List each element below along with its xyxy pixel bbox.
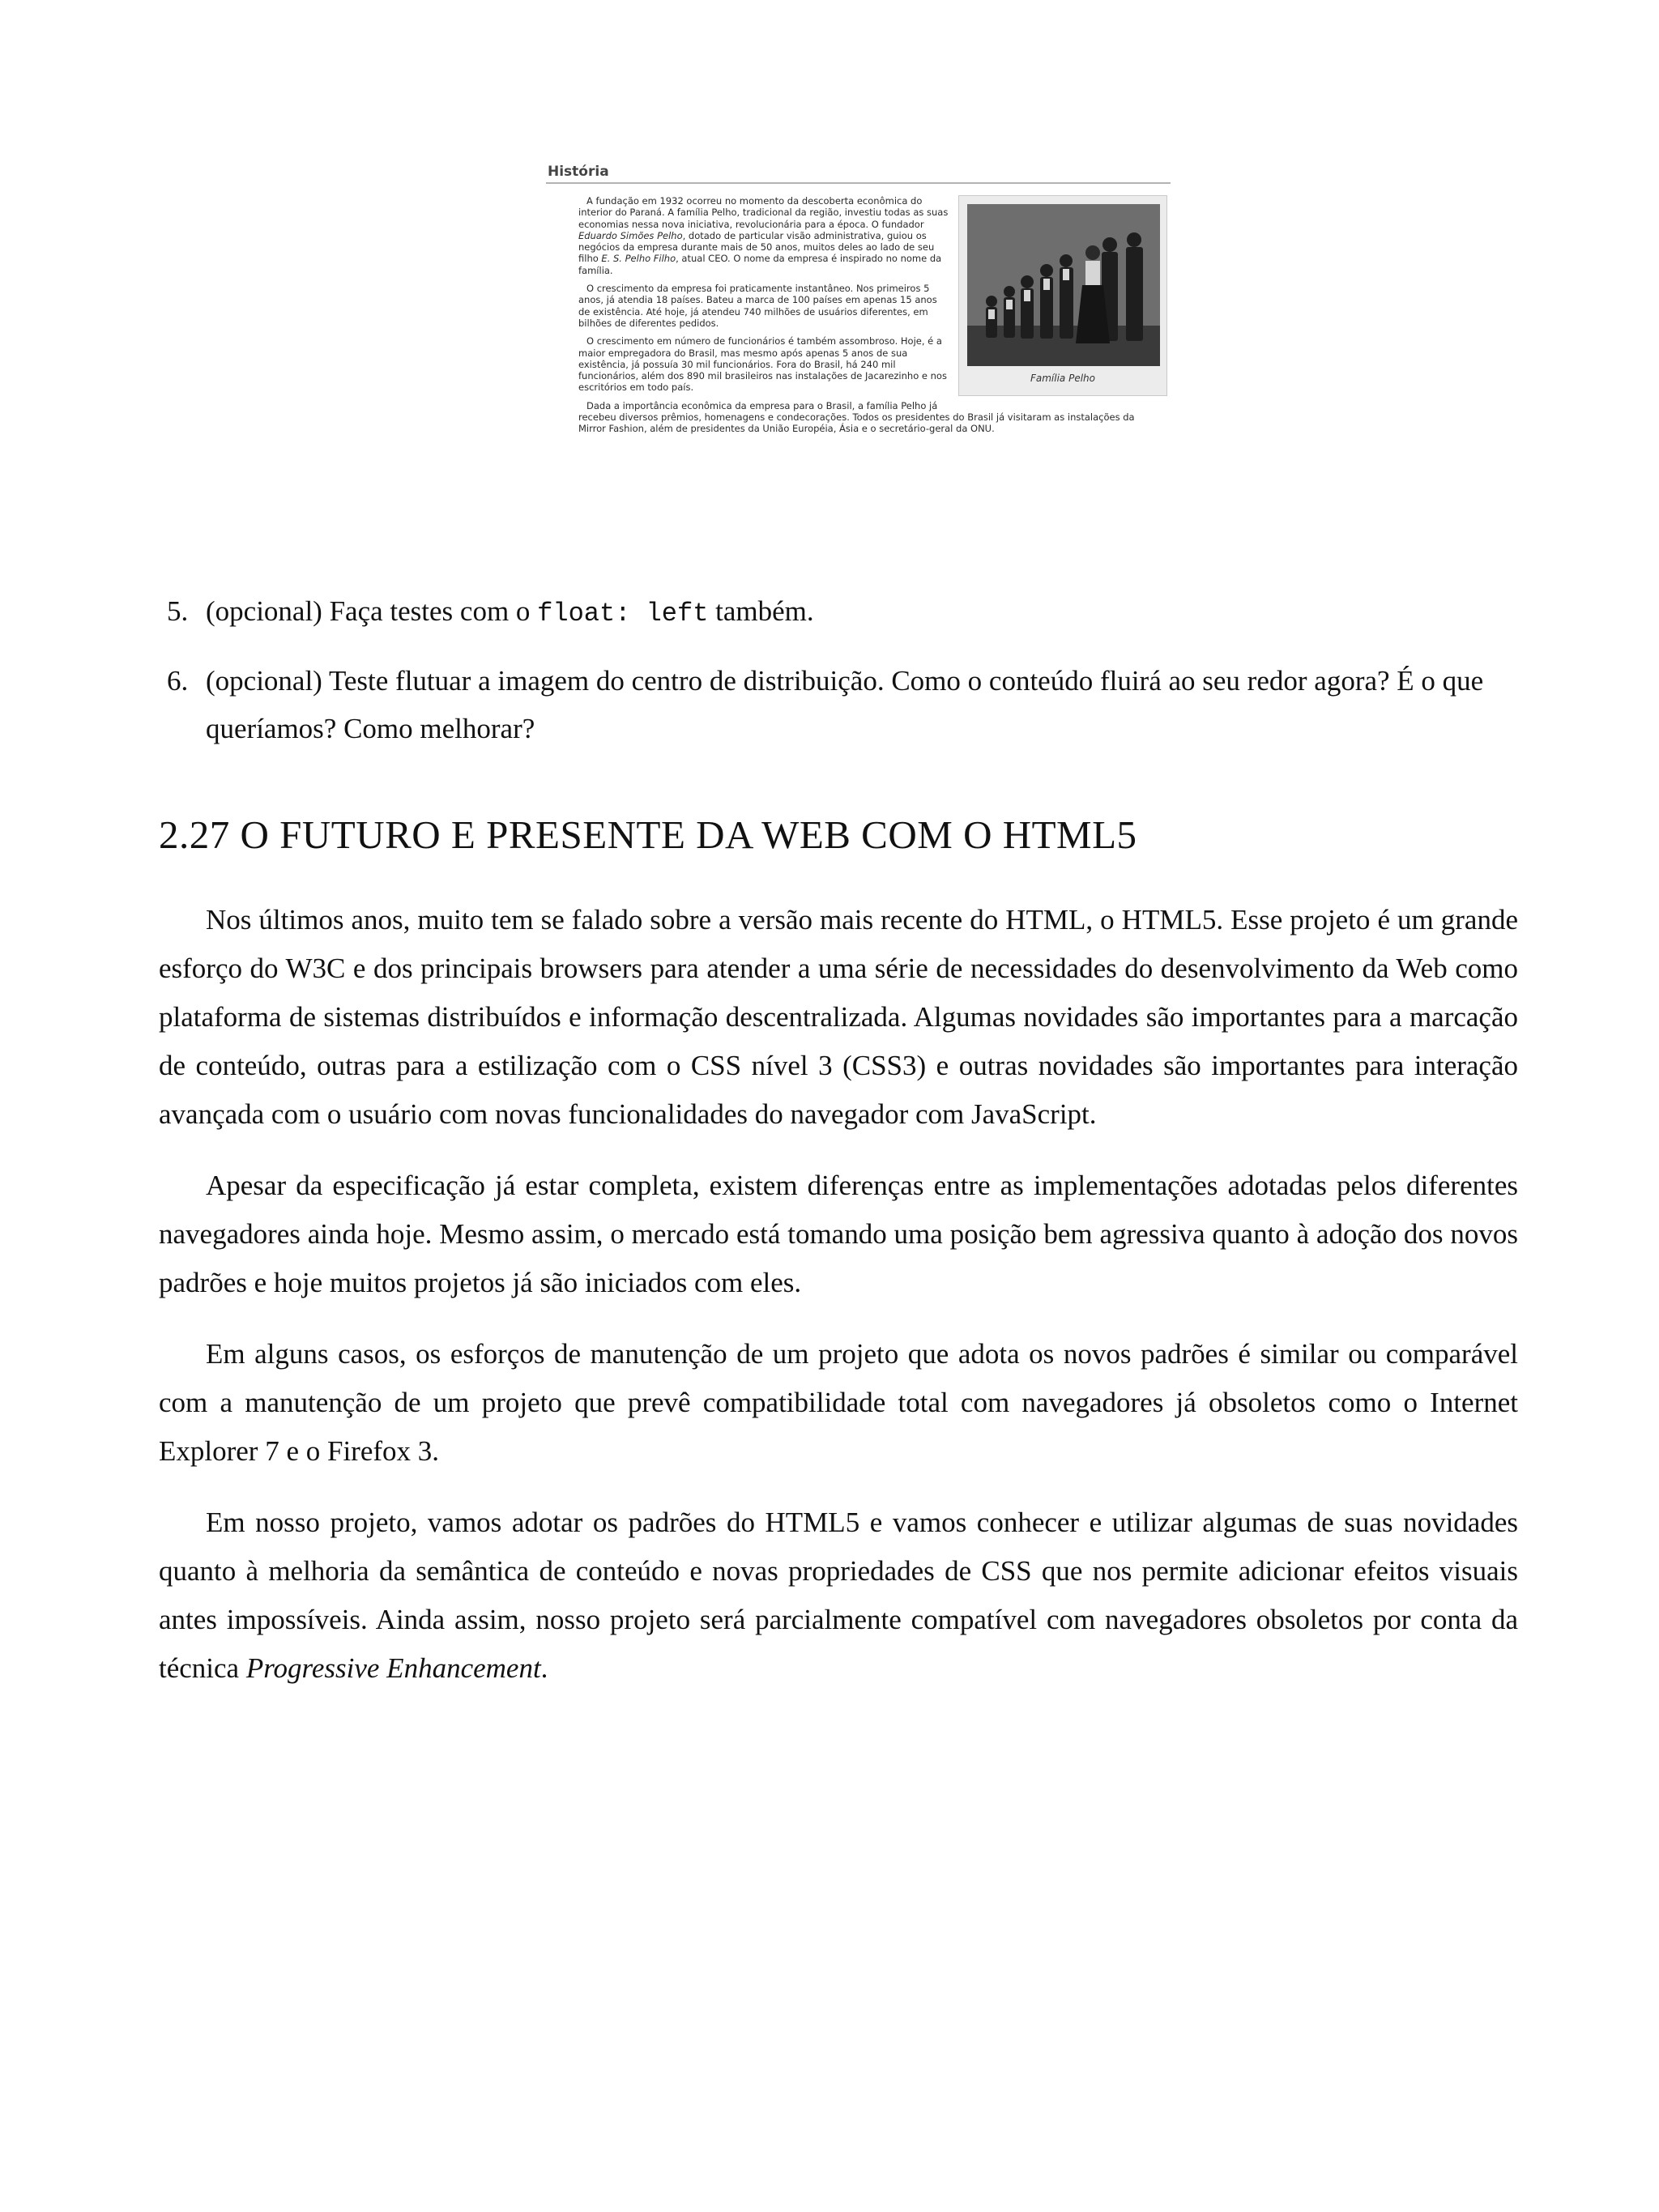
family-photo-illustration xyxy=(967,204,1160,366)
family-figure xyxy=(958,195,1167,396)
family-photo xyxy=(967,204,1160,366)
exercise-list xyxy=(162,587,1516,772)
screenshot-paragraph-3: O crescimento em número de funcionários é também assombroso. Hoje, é a maior empregadora do Brasil, mas mesmo após apenas 5 anos de sua existência, já possuía 30 mil funcionários. Fora do Brasil, há 240 mil funcionários, além dos 890 mil brasileiros nas instalações de Jacarezinho e nos escritórios em todo país. xyxy=(578,335,947,394)
screenshot-heading-rule xyxy=(546,182,1171,184)
list-number: 5. xyxy=(167,595,189,627)
screenshot-paragraph-1: A fundação em 1932 ocorreu no momento da descoberta econômica do interior do Paraná. A família Pelho, tradicional da região, investiu todas as suas economias nessa nova iniciativa, revolucionária para a época. O fundador Eduardo Simões Pelho, dotado de particular visão administrativa, guiou os negócios da empresa durante mais de 50 anos, muitos deles ao lado de seu filho E. S. Pelho Filho, atual CEO. O nome da empresa é inspirado no nome da família. xyxy=(578,195,949,276)
body-paragraph-1: Nos últimos anos, muito tem se falado sobre a versão mais recente do HTML, o HTML5. Esse projeto é um grande esforço do W3C e dos principais browsers para atender a uma série de necessidades do desenvolvimento da Web como plataforma de sistemas distribuídos e informação descentralizada. Algumas novidades são importantes para a marcação de conteúdo, outras para a estilização com o CSS nível 3 (CSS3) e outras novidades são importantes para interação avançada com o usuário com novas funcionalidades do navegador com JavaScript. xyxy=(159,904,1518,1130)
code-snippet: float: left xyxy=(537,599,709,629)
screenshot-paragraph-4: Dada a importância econômica da empresa para o Brasil, a família Pelho já recebeu diversos prêmios, homenagens e condecorações. Todos os presidentes do Brasil já visitaram as instalações da Mirror Fashion, além de presidentes da União Européia, Ásia e o secretário-geral da ONU. xyxy=(578,399,1135,435)
history-screenshot xyxy=(544,160,1172,486)
list-number: 6. xyxy=(167,665,189,697)
screenshot-text xyxy=(578,195,1149,441)
list-item: 6. (opcional) Teste flutuar a imagem do centro de distribuição. Como o conteúdo fluirá ao seu redor agora? É o que queríamos? Como melhorar? xyxy=(162,657,1516,752)
section-title: 2.27 O FUTURO E PRESENTE DA WEB COM O HTML5 xyxy=(159,812,1137,857)
screenshot-paragraph-2: O crescimento da empresa foi praticamente instantâneo. Nos primeiros 5 anos, já atendia 18 países. Bateu a marca de 100 países em apenas 15 anos de existência. Até hoje, já atendeu 740 milhões de usuários diferentes, em bilhões de diferentes pedidos. xyxy=(578,283,937,329)
body-paragraph-3: Em alguns casos, os esforços de manutenção de um projeto que adota os novos padrões é similar ou comparável com a manutenção de um projeto que prevê compatibilidade total com navegadores já obsoletos como o Internet Explorer 7 e o Firefox 3. xyxy=(159,1338,1518,1467)
body-paragraph-2: Apesar da especificação já estar completa, existem diferenças entre as implementações adotadas pelos diferentes navegadores ainda hoje. Mesmo assim, o mercado está tomando uma posição bem agressiva quanto à adoção dos novos padrões e hoje muitos projetos já são iniciados com eles. xyxy=(159,1170,1518,1298)
list-item: 5. (opcional) Faça testes com o float: left também. xyxy=(162,587,1516,637)
section-body xyxy=(159,896,1518,1715)
body-paragraph-4: Em nosso projeto, vamos adotar os padrões do HTML5 e vamos conhecer e utilizar algumas de suas novidades quanto à melhoria da semântica de conteúdo e novas propriedades de CSS que nos permite adicionar efeitos visuais antes impossíveis. Ainda assim, nosso projeto será parcialmente compatível com navegadores obsoletos por conta da técnica Progressive Enhancement. xyxy=(159,1507,1518,1684)
screenshot-heading: História xyxy=(548,164,609,180)
figure-caption: Família Pelho xyxy=(1030,373,1095,384)
